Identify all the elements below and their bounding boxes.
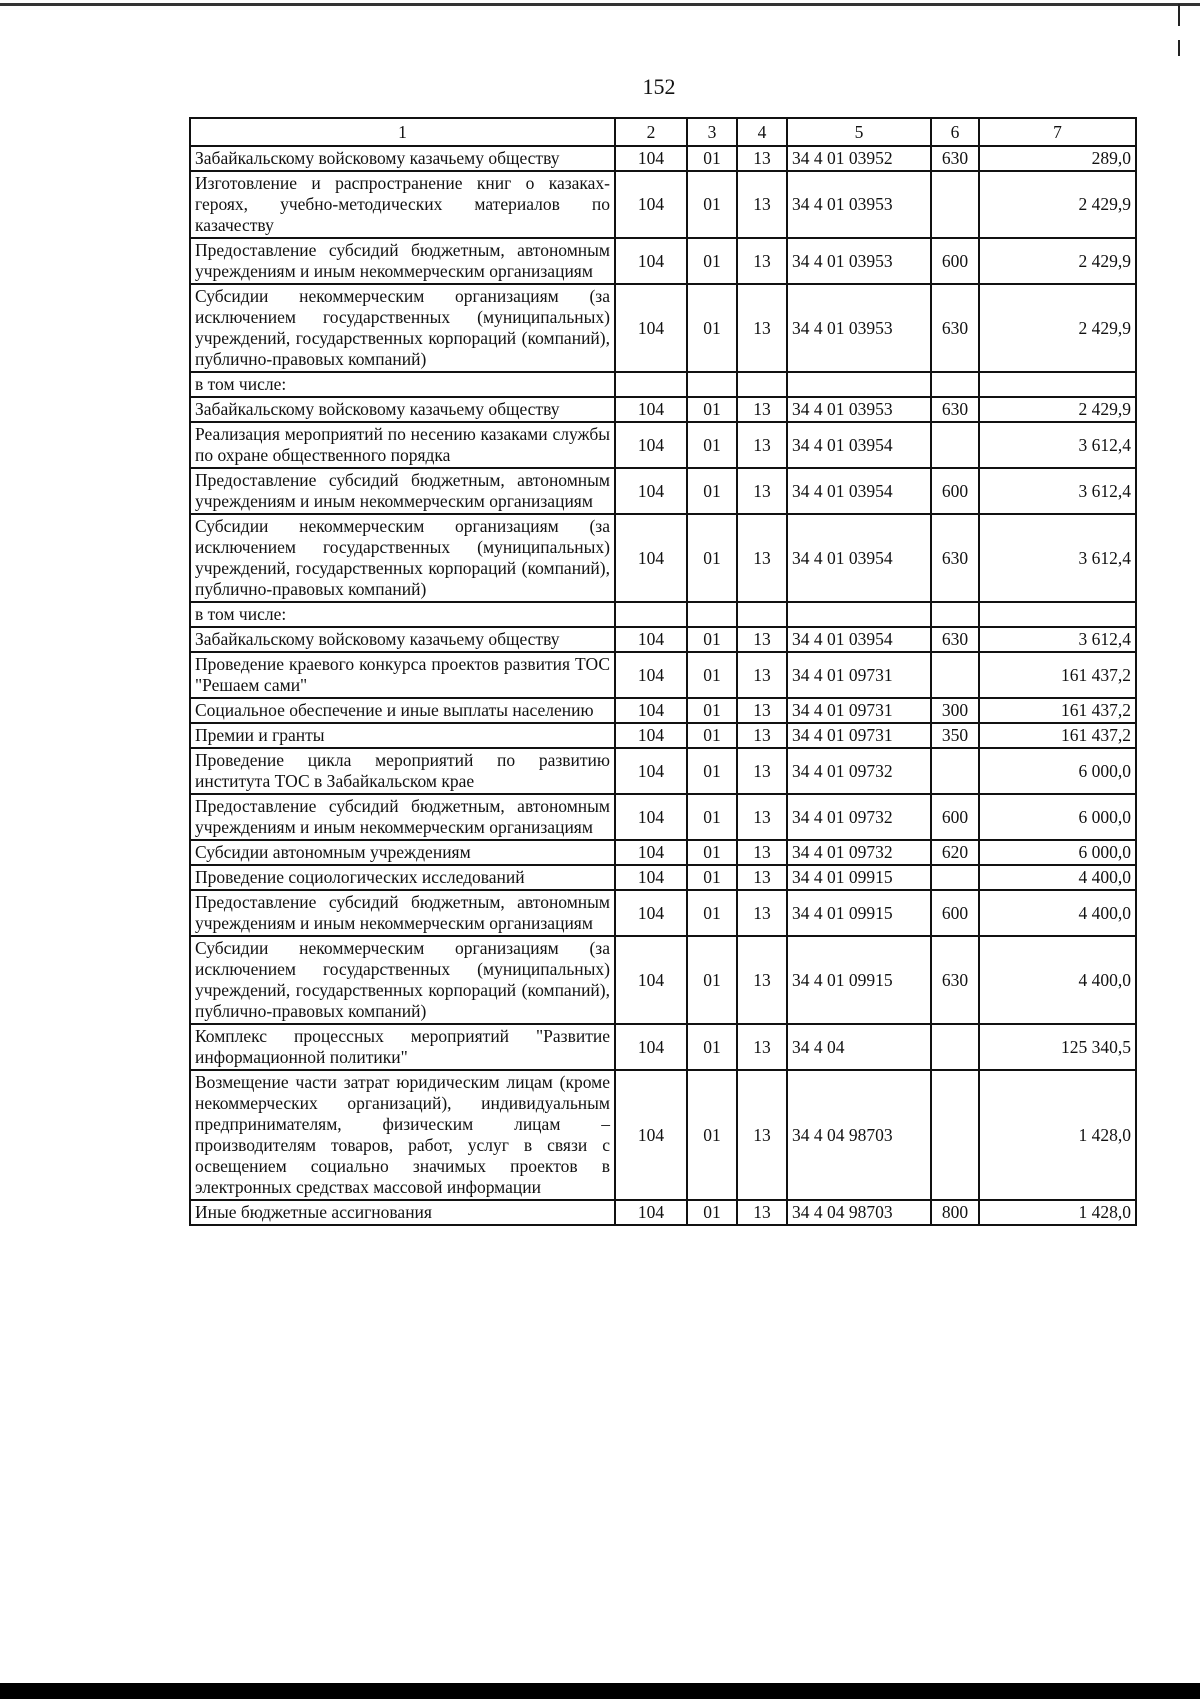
code-cell: 104 <box>615 1200 687 1225</box>
description-cell: Забайкальскому войсковому казачьему обществу <box>190 627 615 652</box>
table-row <box>190 840 1136 865</box>
target-article-cell: 34 4 01 09731 <box>787 652 931 698</box>
subsection-cell: 13 <box>737 514 787 602</box>
subsection-cell: 13 <box>737 397 787 422</box>
amount-cell: 161 437,2 <box>979 698 1136 723</box>
header-cell: 2 <box>615 118 687 146</box>
code-cell: 104 <box>615 627 687 652</box>
description-cell: Субсидии автономным учреждениям <box>190 840 615 865</box>
expense-type-cell <box>931 1070 979 1200</box>
description-cell: Комплекс процессных мероприятий "Развитие информационной политики" <box>190 1024 615 1070</box>
code-cell: 104 <box>615 936 687 1024</box>
target-article-cell: 34 4 01 09732 <box>787 840 931 865</box>
page-number: 152 <box>642 74 676 99</box>
section-cell: 01 <box>687 890 737 936</box>
table-header-row <box>190 118 1136 146</box>
section-cell: 01 <box>687 865 737 890</box>
table-row <box>190 723 1136 748</box>
expense-type-cell <box>931 422 979 468</box>
target-article-cell: 34 4 01 09731 <box>787 698 931 723</box>
expense-type-cell <box>931 171 979 238</box>
table-row <box>190 238 1136 284</box>
table-row <box>190 698 1136 723</box>
expense-type-cell <box>931 865 979 890</box>
subsection-cell: 13 <box>737 865 787 890</box>
code-cell: 104 <box>615 1024 687 1070</box>
section-cell: 01 <box>687 146 737 171</box>
subsection-cell: 13 <box>737 146 787 171</box>
expense-type-cell: 630 <box>931 514 979 602</box>
section-cell <box>687 372 737 397</box>
description-cell: Иные бюджетные ассигнования <box>190 1200 615 1225</box>
section-cell <box>687 602 737 627</box>
target-article-cell: 34 4 01 03954 <box>787 627 931 652</box>
amount-cell <box>979 372 1136 397</box>
target-article-cell: 34 4 01 09915 <box>787 936 931 1024</box>
target-article-cell: 34 4 04 <box>787 1024 931 1070</box>
expense-type-cell: 600 <box>931 794 979 840</box>
table-row <box>190 372 1136 397</box>
code-cell: 104 <box>615 397 687 422</box>
subsection-cell: 13 <box>737 936 787 1024</box>
table-row <box>190 422 1136 468</box>
code-cell: 104 <box>615 723 687 748</box>
target-article-cell: 34 4 04 98703 <box>787 1070 931 1200</box>
section-cell: 01 <box>687 698 737 723</box>
table-row <box>190 890 1136 936</box>
description-cell: Возмещение части затрат юридическим лицам (кроме некоммерческих организаций), индивидуальным предпринимателям, физическим лицам – производителям товаров, работ, услуг в связи с освещением социально значимых проектов в электронных средствах массовой информации <box>190 1070 615 1200</box>
subsection-cell <box>737 372 787 397</box>
table-row <box>190 468 1136 514</box>
code-cell: 104 <box>615 748 687 794</box>
expense-type-cell: 630 <box>931 397 979 422</box>
expense-type-cell <box>931 652 979 698</box>
table-row <box>190 397 1136 422</box>
header-cell: 1 <box>190 118 615 146</box>
target-article-cell: 34 4 04 98703 <box>787 1200 931 1225</box>
table-row <box>190 865 1136 890</box>
description-cell: Субсидии некоммерческим организациям (за исключением государственных (муниципальных) учреждений, государственных корпораций (компаний), публично-правовых компаний) <box>190 284 615 372</box>
subsection-cell: 13 <box>737 284 787 372</box>
target-article-cell: 34 4 01 03953 <box>787 284 931 372</box>
table-row <box>190 284 1136 372</box>
target-article-cell: 34 4 01 09915 <box>787 865 931 890</box>
target-article-cell: 34 4 01 03954 <box>787 422 931 468</box>
table-row <box>190 1070 1136 1200</box>
expense-type-cell: 800 <box>931 1200 979 1225</box>
code-cell: 104 <box>615 1070 687 1200</box>
table-row <box>190 627 1136 652</box>
description-cell: в том числе: <box>190 372 615 397</box>
target-article-cell: 34 4 01 03952 <box>787 146 931 171</box>
subsection-cell: 13 <box>737 652 787 698</box>
code-cell <box>615 372 687 397</box>
table-row <box>190 146 1136 171</box>
expense-type-cell <box>931 372 979 397</box>
expense-type-cell: 600 <box>931 238 979 284</box>
code-cell: 104 <box>615 284 687 372</box>
section-cell: 01 <box>687 652 737 698</box>
target-article-cell <box>787 372 931 397</box>
amount-cell: 1 428,0 <box>979 1070 1136 1200</box>
code-cell: 104 <box>615 146 687 171</box>
subsection-cell: 13 <box>737 890 787 936</box>
description-cell: Предоставление субсидий бюджетным, автономным учреждениям и иным некоммерческим организациям <box>190 794 615 840</box>
header-cell: 5 <box>787 118 931 146</box>
amount-cell: 161 437,2 <box>979 723 1136 748</box>
amount-cell <box>979 602 1136 627</box>
code-cell: 104 <box>615 422 687 468</box>
target-article-cell: 34 4 01 09731 <box>787 723 931 748</box>
target-article-cell <box>787 602 931 627</box>
header-cell: 7 <box>979 118 1136 146</box>
header-cell: 6 <box>931 118 979 146</box>
amount-cell: 161 437,2 <box>979 652 1136 698</box>
section-cell: 01 <box>687 794 737 840</box>
table-row <box>190 748 1136 794</box>
subsection-cell: 13 <box>737 794 787 840</box>
amount-cell: 1 428,0 <box>979 1200 1136 1225</box>
amount-cell: 3 612,4 <box>979 514 1136 602</box>
expense-type-cell <box>931 602 979 627</box>
target-article-cell: 34 4 01 09915 <box>787 890 931 936</box>
section-cell: 01 <box>687 238 737 284</box>
code-cell: 104 <box>615 865 687 890</box>
expense-type-cell: 630 <box>931 627 979 652</box>
description-cell: Изготовление и распространение книг о казаках-героях, учебно-методических материалов по казачеству <box>190 171 615 238</box>
expense-type-cell: 350 <box>931 723 979 748</box>
description-cell: в том числе: <box>190 602 615 627</box>
scan-mark <box>1178 4 1180 26</box>
code-cell: 104 <box>615 514 687 602</box>
section-cell: 01 <box>687 748 737 794</box>
table-row <box>190 652 1136 698</box>
subsection-cell: 13 <box>737 1024 787 1070</box>
subsection-cell: 13 <box>737 723 787 748</box>
subsection-cell: 13 <box>737 698 787 723</box>
description-cell: Забайкальскому войсковому казачьему обществу <box>190 146 615 171</box>
amount-cell: 4 400,0 <box>979 865 1136 890</box>
top-border-line <box>0 0 1200 8</box>
subsection-cell: 13 <box>737 171 787 238</box>
amount-cell: 2 429,9 <box>979 284 1136 372</box>
amount-cell: 2 429,9 <box>979 171 1136 238</box>
description-cell: Субсидии некоммерческим организациям (за исключением государственных (муниципальных) учреждений, государственных корпораций (компаний), публично-правовых компаний) <box>190 514 615 602</box>
table-row <box>190 171 1136 238</box>
expense-type-cell: 600 <box>931 468 979 514</box>
amount-cell: 6 000,0 <box>979 840 1136 865</box>
header-cell: 3 <box>687 118 737 146</box>
subsection-cell: 13 <box>737 1070 787 1200</box>
code-cell: 104 <box>615 171 687 238</box>
subsection-cell: 13 <box>737 238 787 284</box>
target-article-cell: 34 4 01 03953 <box>787 171 931 238</box>
bottom-scan-border <box>0 1683 1200 1699</box>
description-cell: Премии и гранты <box>190 723 615 748</box>
expense-type-cell: 630 <box>931 284 979 372</box>
subsection-cell: 13 <box>737 840 787 865</box>
description-cell: Проведение цикла мероприятий по развитию института ТОС в Забайкальском крае <box>190 748 615 794</box>
code-cell: 104 <box>615 840 687 865</box>
subsection-cell: 13 <box>737 422 787 468</box>
subsection-cell: 13 <box>737 468 787 514</box>
table-row <box>190 1024 1136 1070</box>
budget-table <box>189 117 1137 1226</box>
expense-type-cell <box>931 1024 979 1070</box>
amount-cell: 6 000,0 <box>979 794 1136 840</box>
description-cell: Социальное обеспечение и иные выплаты населению <box>190 698 615 723</box>
expense-type-cell: 630 <box>931 936 979 1024</box>
code-cell: 104 <box>615 238 687 284</box>
section-cell: 01 <box>687 627 737 652</box>
table-row <box>190 602 1136 627</box>
amount-cell: 6 000,0 <box>979 748 1136 794</box>
code-cell: 104 <box>615 794 687 840</box>
subsection-cell: 13 <box>737 627 787 652</box>
expense-type-cell: 600 <box>931 890 979 936</box>
target-article-cell: 34 4 01 03954 <box>787 514 931 602</box>
expense-type-cell: 620 <box>931 840 979 865</box>
section-cell: 01 <box>687 1200 737 1225</box>
section-cell: 01 <box>687 936 737 1024</box>
description-cell: Проведение краевого конкурса проектов развития ТОС "Решаем сами" <box>190 652 615 698</box>
code-cell: 104 <box>615 890 687 936</box>
section-cell: 01 <box>687 422 737 468</box>
target-article-cell: 34 4 01 03953 <box>787 238 931 284</box>
section-cell: 01 <box>687 1024 737 1070</box>
description-cell: Проведение социологических исследований <box>190 865 615 890</box>
amount-cell: 289,0 <box>979 146 1136 171</box>
amount-cell: 2 429,9 <box>979 397 1136 422</box>
amount-cell: 125 340,5 <box>979 1024 1136 1070</box>
expense-type-cell <box>931 748 979 794</box>
expense-type-cell: 630 <box>931 146 979 171</box>
section-cell: 01 <box>687 840 737 865</box>
subsection-cell: 13 <box>737 748 787 794</box>
subsection-cell <box>737 602 787 627</box>
amount-cell: 4 400,0 <box>979 890 1136 936</box>
section-cell: 01 <box>687 284 737 372</box>
table-row <box>190 1200 1136 1225</box>
target-article-cell: 34 4 01 03954 <box>787 468 931 514</box>
code-cell: 104 <box>615 698 687 723</box>
section-cell: 01 <box>687 1070 737 1200</box>
expense-type-cell: 300 <box>931 698 979 723</box>
description-cell: Предоставление субсидий бюджетным, автономным учреждениям и иным некоммерческим организациям <box>190 468 615 514</box>
amount-cell: 3 612,4 <box>979 627 1136 652</box>
section-cell: 01 <box>687 723 737 748</box>
section-cell: 01 <box>687 171 737 238</box>
section-cell: 01 <box>687 468 737 514</box>
section-cell: 01 <box>687 514 737 602</box>
target-article-cell: 34 4 01 09732 <box>787 794 931 840</box>
code-cell <box>615 602 687 627</box>
amount-cell: 4 400,0 <box>979 936 1136 1024</box>
description-cell: Предоставление субсидий бюджетным, автономным учреждениям и иным некоммерческим организациям <box>190 890 615 936</box>
code-cell: 104 <box>615 468 687 514</box>
section-cell: 01 <box>687 397 737 422</box>
amount-cell: 3 612,4 <box>979 468 1136 514</box>
description-cell: Забайкальскому войсковому казачьему обществу <box>190 397 615 422</box>
scan-mark <box>1178 40 1180 56</box>
table-row <box>190 794 1136 840</box>
table-row <box>190 514 1136 602</box>
amount-cell: 3 612,4 <box>979 422 1136 468</box>
amount-cell: 2 429,9 <box>979 238 1136 284</box>
code-cell: 104 <box>615 652 687 698</box>
description-cell: Субсидии некоммерческим организациям (за исключением государственных (муниципальных) учреждений, государственных корпораций (компаний), публично-правовых компаний) <box>190 936 615 1024</box>
header-cell: 4 <box>737 118 787 146</box>
description-cell: Предоставление субсидий бюджетным, автономным учреждениям и иным некоммерческим организациям <box>190 238 615 284</box>
subsection-cell: 13 <box>737 1200 787 1225</box>
target-article-cell: 34 4 01 03953 <box>787 397 931 422</box>
table-row <box>190 936 1136 1024</box>
target-article-cell: 34 4 01 09732 <box>787 748 931 794</box>
description-cell: Реализация мероприятий по несению казаками службы по охране общественного порядка <box>190 422 615 468</box>
